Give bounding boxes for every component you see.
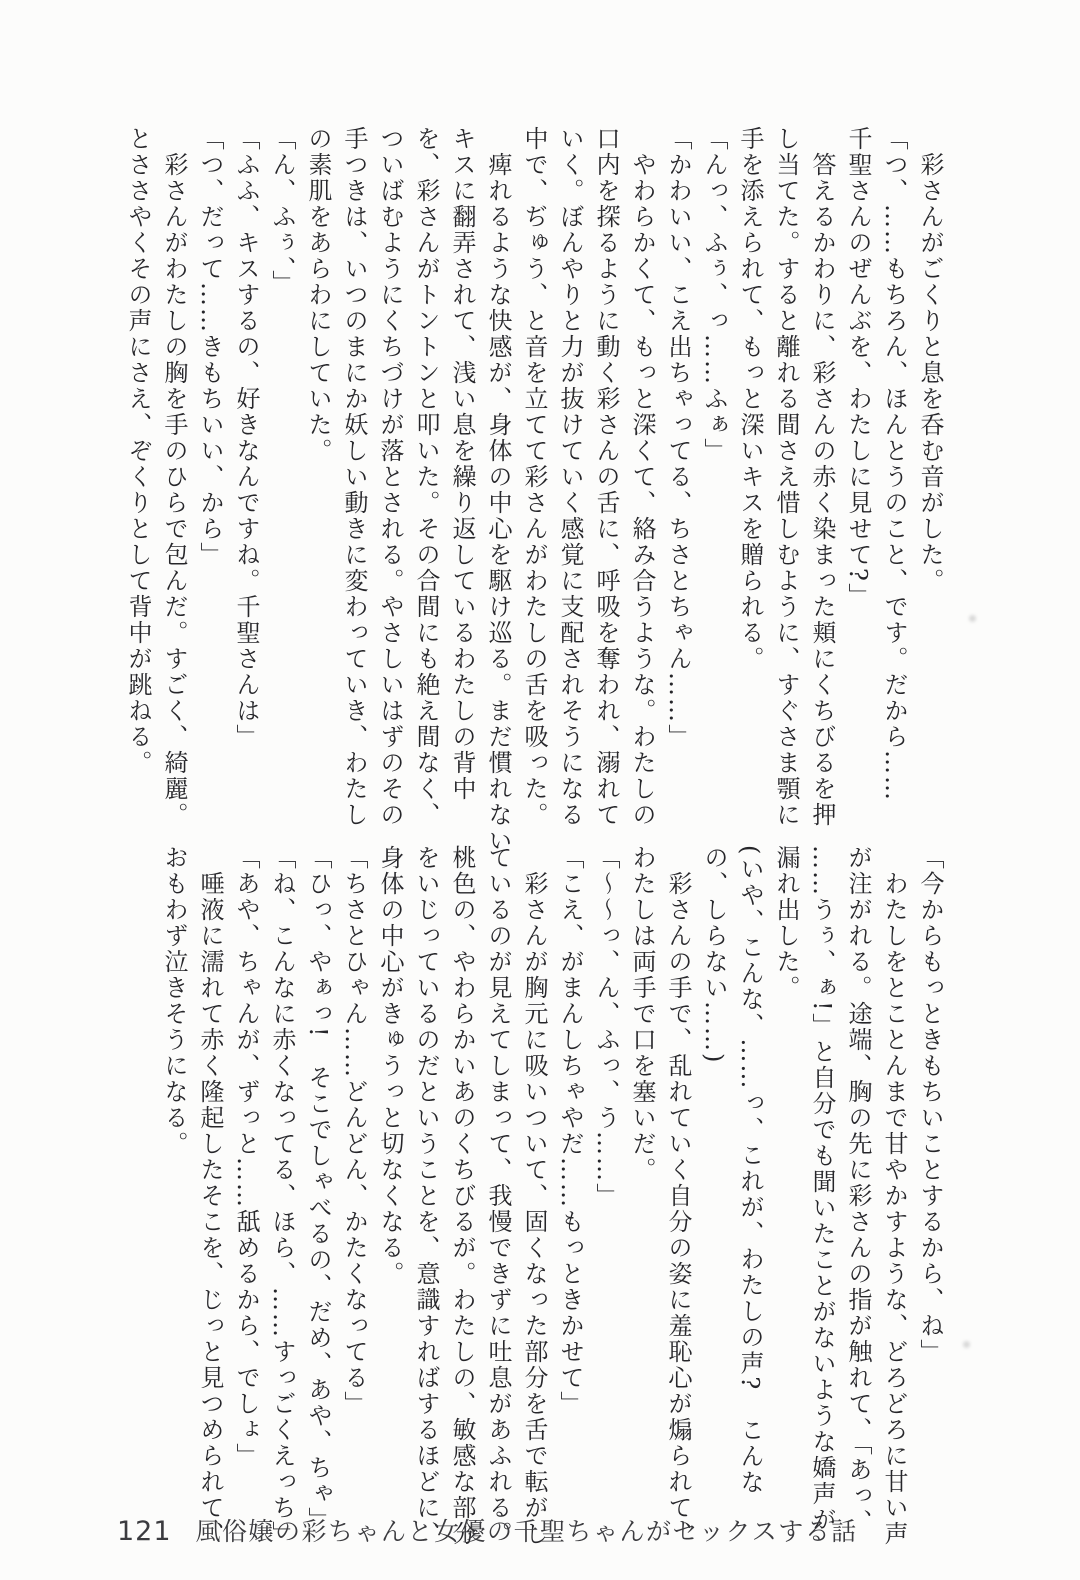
text-column: 彩さんの手で、乱れていく自分の姿に羞恥心が煽られて、 (664, 871, 692, 1547)
text-column: 「ん、ふぅ、」 (268, 126, 296, 296)
text-column: 手を添えられて、もっと深いキスを贈られる。 (736, 126, 764, 672)
text-column: 「こえ、がまんしちゃやだ……もっときかせて」 (556, 845, 584, 1417)
text-column: 唾液に濡れて赤く隆起したそこを、じっと見つめられて、 (196, 871, 224, 1547)
text-column: 漏れ出した。 (772, 845, 800, 1001)
text-column: (いや、こんな、……っ、これが、わたしの声? こんな (736, 845, 764, 1496)
page-footer (117, 1512, 858, 1548)
text-column: 「つ、だって……きもちいい、から」 (196, 126, 224, 568)
text-column: 彩さんが胸元に吸いついて、固くなった部分を舌で転がし (520, 871, 548, 1547)
text-column: いく。ぼんやりと力が抜けていく感覚に支配されそうになる (556, 126, 584, 828)
text-column: 痺れるような快感が、身体の中心を駆け巡る。まだ慣れない (484, 152, 512, 854)
text-column: 「つ、……もちろん、ほんとうのこと、です。だから…… (880, 126, 908, 802)
text-column: 身体の中心がきゅうっと切なくなる。 (376, 845, 404, 1287)
text-column: わたしは両手で口を塞いだ。 (628, 845, 656, 1183)
text-column: 彩さんがわたしの胸を手のひらで包んだ。すごく、綺麗。 (160, 152, 188, 828)
text-column: ているのが見えてしまって、我慢できずに吐息があふれる。 (484, 845, 512, 1547)
text-column: 口内を探るように動く彩さんの舌に、呼吸を奪われ、溺れて (592, 126, 620, 828)
text-column: 「んっ、ふぅ、っ……ふぁ」 (700, 126, 728, 464)
text-column: 「ね、こんなに赤くなってる、ほら、……すっごくえっち」 (268, 845, 296, 1547)
text-column: 「ちさとひゃん……どんどん、かたくなってる」 (340, 845, 368, 1417)
text-column: 「かわいい、こえ出ちゃってる、ちさとちゃん……」 (664, 126, 692, 750)
text-column: 「あや、ちゃんが、ずっと……舐めるから、でしょ」 (232, 845, 260, 1469)
footer-title: 風俗嬢の彩ちゃんと女優の千聖ちゃんがセックスする話 (195, 1517, 858, 1546)
scan-artifact (963, 1341, 970, 1348)
text-column: 彩さんがごくりと息を呑む音がした。 (916, 152, 944, 594)
text-column: わたしをとことんまで甘やかすような、どろどろに甘い声 (880, 871, 908, 1547)
text-column: ……うぅ、ぁ!」と自分でも聞いたことがないような嬌声が (808, 845, 836, 1533)
text-column: やわらかくて、もっと深くて、絡み合うような。わたしの (628, 152, 656, 828)
text-column: 「今からもっときもちいことするから、ね」 (916, 845, 944, 1365)
text-column: ついばむようにくちづけが落とされる。やさしいはずのその (376, 126, 404, 828)
text-column: 桃色の、やわらかいあのくちびるが。わたしの、敏感な部分 (448, 845, 476, 1547)
text-column: をいじっているのだということを、意識すればするほどに、 (412, 845, 440, 1547)
text-column: 答えるかわりに、彩さんの赤く染まった頬にくちびるを押 (808, 152, 836, 828)
text-column: おもわず泣きそうになる。 (160, 845, 188, 1157)
text-column: 手つきは、いつのまにか妖しい動きに変わっていき、わたし (340, 126, 368, 828)
text-column: とささやくその声にさえ、ぞくりとして背中が跳ねる。 (124, 126, 152, 776)
text-column: を、彩さんがトントンと叩いた。その合間にも絶え間なく、 (412, 126, 440, 828)
text-column: が注がれる。途端、胸の先に彩さんの指が触れて、「あっ、 (844, 845, 872, 1535)
text-column: 中で、ぢゅう、と音を立てて彩さんがわたしの舌を吸った。 (520, 126, 548, 828)
text-column: し当てた。すると離れる間さえ惜しむように、すぐさま顎に (772, 126, 800, 828)
text-column: 「ひっ、やぁっ! そこでしゃべるの、だめ、あや、ちゃ」 (304, 845, 332, 1533)
text-column: 千聖さんのぜんぶを、わたしに見せて?」 (844, 126, 872, 609)
text-column: の素肌をあらわにしていた。 (304, 126, 332, 464)
scan-artifact (969, 615, 976, 622)
text-column: キスに翻弄されて、浅い息を繰り返しているわたしの背中 (448, 126, 476, 802)
text-column: 「〜〜っ、ん、ふっ、う……」 (592, 845, 620, 1209)
text-column: の、しらない……) (700, 845, 728, 1065)
text-column: 「ふふ、キスするの、好きなんですね。千聖さんは」 (232, 126, 260, 750)
page-number: 121 (117, 1516, 172, 1547)
top-text-block (120, 126, 948, 854)
